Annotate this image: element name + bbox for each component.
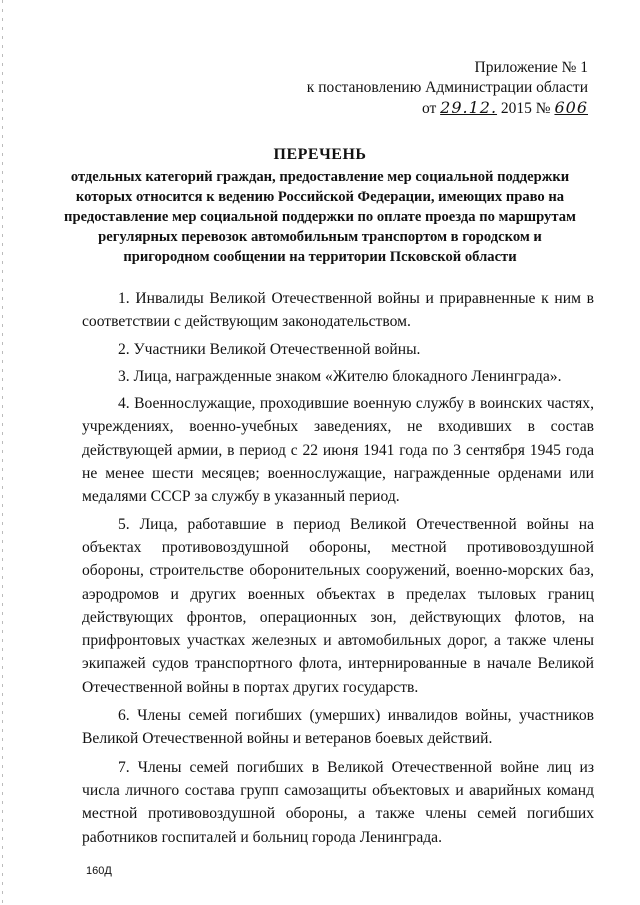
document-body — [82, 287, 594, 854]
appendix-header — [307, 58, 588, 119]
list-item-4: 4. Военнослужащие, проходившие военную службу в воинских частях, учреждениях, военно-учебных заведениях, не входивших в состав действующей армии, в период с 22 июня 1941 года по 3 сентября 1945 года не менее шести месяцев; военнослужащие, награжденные орденами или медалями СССР за службу в указанный период. — [82, 395, 594, 506]
document-subtitle: отдельных категорий граждан, предоставление мер социальной поддержки которых относится к ведению Российской Федерации, имеющих право на предоставление мер социальной поддержки по оплате проезда по маршрутам регулярных перевозок автомобильным транспортом в городском и пригородном сообщении на территории Псковской области — [64, 169, 576, 265]
handwritten-date: 29.12. — [440, 98, 498, 117]
handwritten-number: 606 — [554, 98, 588, 117]
list-item-6: 6. Члены семей погибших (умерших) инвалидов войны, участников Великой Отечественной войны и ветеранов боевых действий. — [82, 707, 594, 748]
list-item-3: 3. Лица, награжденные знаком «Жителю блокадного Ленинграда». — [118, 367, 562, 385]
document-title: ПЕРЕЧЕНЬ — [273, 146, 367, 163]
list-item-1: 1. Инвалиды Великой Отечественной войны и приравненные к ним в соответствии с действующим законодательством. — [82, 290, 594, 331]
list-item-7: 7. Члены семей погибших в Великой Отечественной войне лиц из числа личного состава групп самозащиты объектовых и аварийных команд местной противовоздушной обороны, а также члены семей погибших работников госпиталей и больниц города Ленинграда. — [82, 758, 594, 846]
scan-edge-perforation — [2, 0, 3, 905]
date-prefix: от — [421, 100, 437, 117]
list-item-2: 2. Участники Великой Отечественной войны. — [118, 340, 421, 358]
list-item-5: 5. Лица, работавшие в период Великой Отечественной войны на объектах противовоздушной обороны, местной противовоздушной обороны, строительстве оборонительных сооружений, военно-морских баз, аэродромов и других военных объектах в пределах тыловых границ действующих фронтов, операционных зон, действующих флотов, на прифронтовых участках железных и автомобильных дорог, а также члены экипажей судов транспортного флота, интернированные в начале Великой Отечественной войны в портах других государств. — [82, 515, 594, 696]
footer-code: 160Д — [86, 865, 112, 877]
year-label: 2015 № — [500, 100, 551, 117]
appendix-reference: к постановлению Администрации области — [306, 79, 588, 96]
appendix-date-line — [307, 98, 588, 119]
appendix-number: Приложение № 1 — [474, 59, 588, 76]
